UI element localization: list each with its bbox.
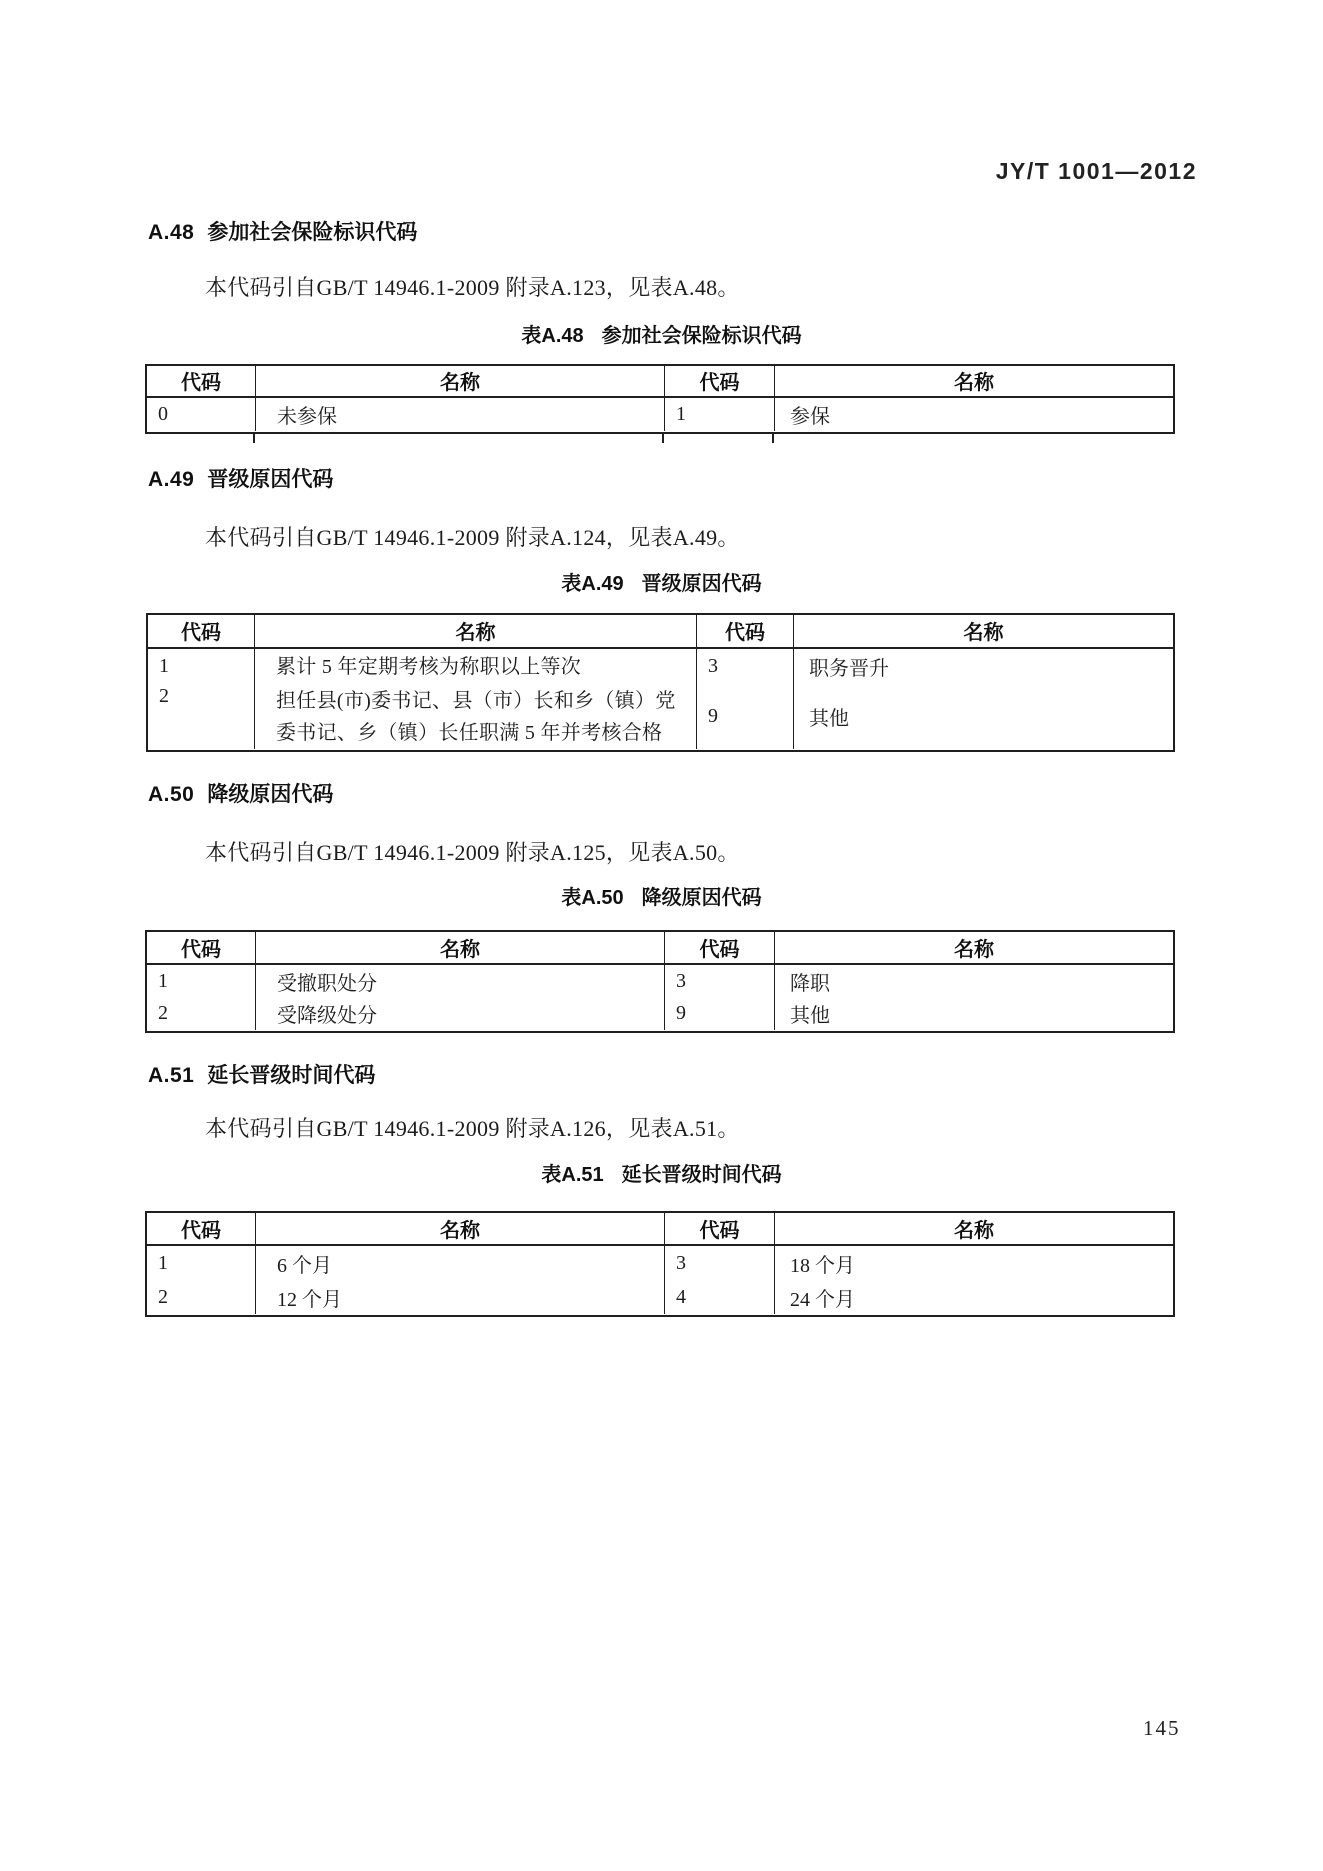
table-cell: 其他 <box>809 708 849 731</box>
table-cell: 24 个月 <box>790 1288 855 1311</box>
table-caption-a51 <box>0 1158 1323 1187</box>
table-caption-number: 表A.48 <box>521 325 584 347</box>
table-caption-number: 表A.51 <box>541 1164 604 1186</box>
table-a51-header-row <box>147 1213 1173 1246</box>
table-cell: 职务晋升 <box>809 658 889 680</box>
col-header-name-right: 名称 <box>774 1213 1173 1244</box>
section-title: 降级原因代码 <box>207 783 334 806</box>
table-cell: 降职 <box>790 972 830 995</box>
table-caption-title: 降级原因代码 <box>641 887 762 909</box>
section-number: A.51 <box>148 1064 195 1087</box>
table-col <box>774 965 1173 1031</box>
table-cell: 1 <box>158 969 168 992</box>
table-col <box>793 649 1173 750</box>
border-stub <box>662 434 664 443</box>
table-cell: 3 <box>676 969 686 992</box>
table-a49-body <box>148 649 1173 750</box>
table-cell: 担任县(市)委书记、县（市）长和乡（镇）党委书记、乡（镇）长任职满 5 年并考核合格 <box>276 690 676 744</box>
col-header-name-left: 名称 <box>255 1213 664 1244</box>
col-header-code-right: 代码 <box>664 366 774 396</box>
table-cell: 18 个月 <box>790 1254 855 1277</box>
col-header-name-right: 名称 <box>774 366 1173 396</box>
table-col <box>255 965 664 1031</box>
section-heading-a51 <box>148 1059 375 1089</box>
col-header-code-left: 代码 <box>181 372 221 395</box>
table-col <box>147 1246 255 1314</box>
col-header-name-right: 名称 <box>774 932 1173 963</box>
table-col <box>774 398 1173 432</box>
table-col <box>664 965 774 1031</box>
table-cell: 受撤职处分 <box>277 972 377 995</box>
table-cell: 9 <box>708 705 718 728</box>
table-cell: 1 <box>676 402 686 425</box>
border-stub <box>253 434 255 443</box>
table-cell: 4 <box>676 1285 686 1308</box>
table-a50 <box>145 930 1175 1033</box>
border-stub <box>772 434 774 443</box>
col-header-code-left: 代码 <box>181 938 221 961</box>
table-cell: 参保 <box>790 405 830 428</box>
section-heading-a50 <box>148 778 333 808</box>
page-number: 145 <box>1143 1716 1181 1740</box>
table-caption-number: 表A.50 <box>561 887 624 909</box>
section-title: 晋级原因代码 <box>207 468 334 491</box>
table-a49 <box>146 613 1175 752</box>
col-header-code-left: 代码 <box>181 1220 221 1242</box>
section-heading-a49 <box>148 463 333 493</box>
table-cell: 2 <box>158 1002 168 1025</box>
table-col <box>147 965 255 1031</box>
table-a50-header-row <box>147 932 1173 965</box>
table-col <box>254 649 696 750</box>
table-cell: 其他 <box>790 1005 830 1028</box>
table-cell: 未参保 <box>277 405 337 428</box>
table-cell: 1 <box>158 1251 168 1274</box>
col-header-name-right: 名称 <box>793 615 1173 647</box>
intro-paragraph-a50: 本代码引自GB/T 14946.1-2009 附录A.125，见表A.50。 <box>205 840 740 865</box>
table-cell: 1 <box>159 655 169 677</box>
table-col <box>147 398 255 432</box>
table-col <box>774 1246 1173 1314</box>
table-a51-body <box>147 1246 1173 1314</box>
table-cell: 累计 5 年定期考核为称职以上等次 <box>276 655 582 678</box>
col-header-code-right: 代码 <box>664 932 774 963</box>
table-cell: 受降级处分 <box>277 1005 377 1028</box>
table-col <box>696 649 793 750</box>
table-col <box>664 1246 774 1314</box>
table-cell: 0 <box>158 402 168 425</box>
table-col <box>255 1246 664 1314</box>
intro-paragraph-a49: 本代码引自GB/T 14946.1-2009 附录A.124，见表A.49。 <box>205 525 740 550</box>
col-header-code-right: 代码 <box>664 1213 774 1244</box>
section-title: 参加社会保险标识代码 <box>207 221 418 244</box>
table-caption-a49 <box>0 567 1323 596</box>
table-col <box>148 649 254 750</box>
table-caption-number: 表A.49 <box>561 573 624 595</box>
section-number: A.50 <box>148 783 195 806</box>
table-caption-title: 参加社会保险标识代码 <box>601 325 802 347</box>
doc-code-header: JY/T 1001—2012 <box>995 158 1197 184</box>
col-header-code-left: 代码 <box>181 622 221 645</box>
table-cell: 12 个月 <box>277 1288 342 1311</box>
section-heading-a48 <box>148 216 417 246</box>
table-caption-a48 <box>0 319 1323 348</box>
col-header-code-right: 代码 <box>696 615 793 647</box>
table-cell: 2 <box>158 1285 168 1308</box>
table-cell: 9 <box>676 1002 686 1025</box>
table-caption-a50 <box>0 881 1323 910</box>
col-header-name-left: 名称 <box>254 615 696 647</box>
table-cell: 6 个月 <box>277 1254 332 1277</box>
table-a48-body <box>147 398 1173 432</box>
col-header-name-left: 名称 <box>255 366 664 396</box>
section-title: 延长晋级时间代码 <box>207 1064 376 1087</box>
table-cell: 3 <box>708 655 718 677</box>
table-a49-header-row <box>148 615 1173 649</box>
table-a51 <box>145 1211 1175 1317</box>
table-caption-title: 延长晋级时间代码 <box>621 1164 782 1186</box>
intro-paragraph-a51: 本代码引自GB/T 14946.1-2009 附录A.126，见表A.51。 <box>205 1116 740 1141</box>
col-header-name-left: 名称 <box>255 932 664 963</box>
table-a50-body <box>147 965 1173 1031</box>
section-number: A.49 <box>148 468 195 491</box>
table-col <box>255 398 664 432</box>
table-cell: 2 <box>159 684 169 707</box>
table-cell: 3 <box>676 1251 686 1274</box>
table-col <box>664 398 774 432</box>
table-a48-header-row <box>147 366 1173 398</box>
intro-paragraph-a48: 本代码引自GB/T 14946.1-2009 附录A.123，见表A.48。 <box>205 275 740 300</box>
table-a48 <box>145 364 1175 434</box>
section-number: A.48 <box>148 221 195 244</box>
table-caption-title: 晋级原因代码 <box>641 573 762 595</box>
